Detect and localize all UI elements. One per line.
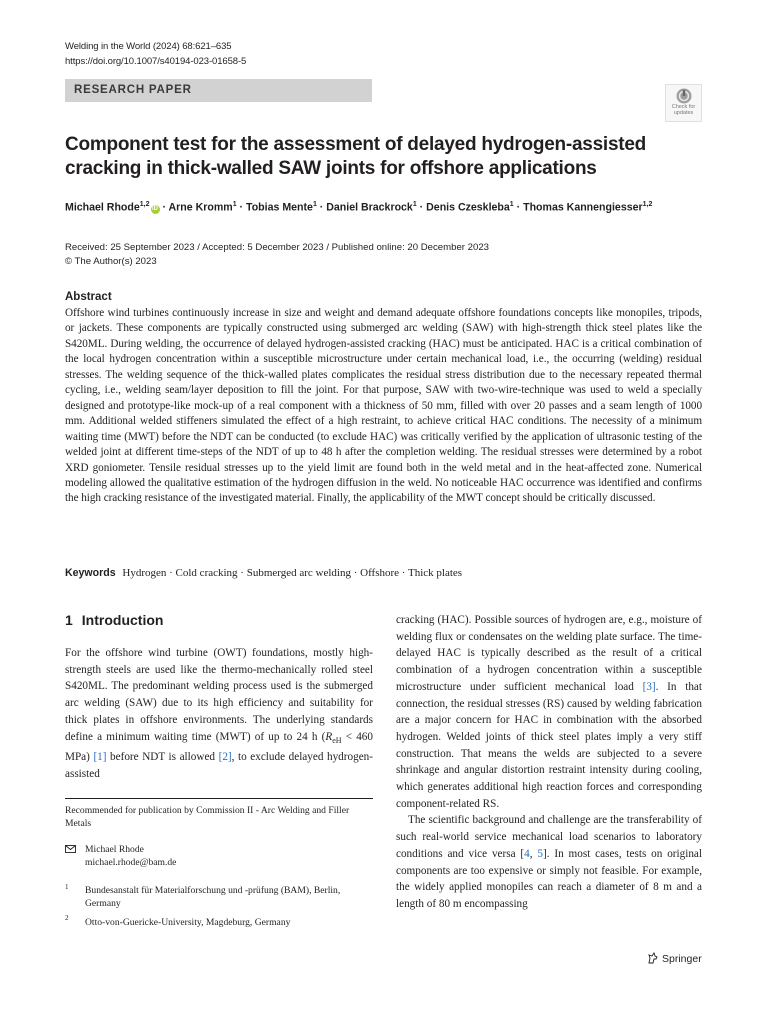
footnote-divider [65,798,373,799]
abstract-heading: Abstract [65,291,112,303]
citation-link[interactable]: [3] [642,680,656,693]
author-affiliation: 1 [312,201,317,208]
orcid-icon[interactable]: iD [152,205,158,212]
history-dates: Received: 25 September 2023 / Accepted: 5 December 2023 / Published online: 20 December 2023 [65,242,489,253]
envelope-icon [65,845,76,853]
affiliation-1: Bundesanstalt für Materialforschung und -prüfung (BAM), Berlin, Germany [85,885,341,909]
author-affiliation: 1 [232,201,237,208]
article-type-banner: RESEARCH PAPER [65,79,372,102]
author-name[interactable]: Michael Rhode [65,201,140,214]
author-affiliation: 1 [412,201,417,208]
author-affiliation: 1,2 [642,201,653,208]
keywords [65,567,462,579]
text-run: . In that connection, the residual stresses (RS) caused by welding fabrication are a major concern for HAC in combination with the absorbed hydrogen. Welded joints of thick steel plates imply a very stiff construction. That means the welds are subjected to a severe shrinkage and angular distortion restraint intensity during cooling, which generates additional high reaction forces and corresponding component-related RS. [396,680,702,810]
author-affiliation: 1 [509,201,514,208]
text-run: The scientific background and challenge are the transferability of such real-world service mechanical load scenarios to laboratory conditions and vice versa [ [396,814,702,860]
keywords-list: Hydrogen · Cold cracking · Submerged arc welding · Offshore · Thick plates [122,567,463,579]
check-updates-line2: updates [673,110,694,116]
text-run: before NDT is allowed [106,751,219,764]
affiliation-2: Otto-von-Guericke-University, Magdeburg, Germany [85,917,291,928]
author-list: Michael Rhode$^{1,2}$iD · Arne Kromm$^1$ · Tobias Mente$^1$ · Daniel Brackrock$^1$ · Denis Czeskleba$^1$ · Thomas Kannengiesser$^{1,2}$ [65,201,653,214]
keywords-label: Keywords [65,567,116,579]
corresponding-email[interactable]: michael.rhode@bam.de [85,857,177,868]
text-run: , to exclude delayed hydrogen-assisted [65,751,373,781]
doi-link[interactable]: https://doi.org/10.1007/s40194-023-01658-5 [65,56,247,67]
intro-paragraph [65,645,373,783]
check-for-updates-badge[interactable] [665,84,702,122]
publication-dates [65,241,489,269]
citation-link[interactable]: [2] [218,751,232,764]
citation-link[interactable]: 4 [524,847,530,860]
text-run: < 460 MPa) [65,730,373,764]
corresponding-name: Michael Rhode [85,844,144,855]
intro-paragraph [396,812,702,912]
affiliation-number: 2 [65,914,69,922]
intro-paragraph [396,612,702,812]
symbol: R [325,730,333,743]
section-heading [65,612,163,628]
author-name[interactable]: Tobias Mente [246,201,313,214]
section-title: Introduction [81,612,164,628]
text-run: cracking (HAC). Possible sources of hydrogen are, e.g., moisture of welding flux or condensates on the welding plate surface. The time-delayed HAC is typically described as the result of a critical combination of a hydrogen concentration within a susceptible microstructure under sufficient mechanical load [396,614,702,693]
symbol-subscript: eH [332,735,342,745]
citation-link[interactable]: 5 [537,847,543,860]
publisher-name: Springer [662,953,702,965]
intro-right-column [396,612,702,913]
copyright: © The Author(s) 2023 [65,256,157,267]
text-run: For the offshore wind turbine (OWT) foundations, mostly high-strength steels are used like the thermo-mechanically rolled steel S420ML. The predominant welding process used is the submerged arc welding (SAW) due to its high efficiency and suitability for thick plates in offshore environments. The underlying standards define a minimum waiting time (MWT) of up to 24 h ( [65,647,373,743]
check-updates-line1: Check for [671,104,696,110]
author-name[interactable]: Arne Kromm [168,201,233,214]
section-number: 1 [65,612,73,628]
text-run: , [529,847,538,860]
author-name[interactable]: Thomas Kannengiesser [523,201,643,214]
author-affiliation: 1,2 [139,201,150,208]
citation-link[interactable]: [1] [93,751,107,764]
check-updates-icon [676,88,692,104]
corresponding-author [85,843,365,869]
affiliation-number: 1 [65,883,69,891]
recommendation-note: Recommended for publication by Commission II - Arc Welding and Filler Metals [65,805,350,829]
publisher-logo [647,952,702,965]
abstract-text: Offshore wind turbines continuously increase in size and weight and demand adequate offshore foundations concepts like monopiles, tripods, or jackets. These components are typically constructed using submerged arc welding (SAW) with high-strength thick steel plates like the S420ML. During welding, the occurrence of delayed hydrogen-assisted cracking (HAC) must be anticipated. HAC is a critical combination of the local hydrogen concentration within a susceptible microstructure under certain mechanical load, i.e., the occurring (welding) residual stresses. The welding sequence of the thick-walled plates complicates the residual stress distribution due to the necessary repeated thermal cycling, i.e., welding seam/layer deposition to fill the joint. For that purpose, SAW with two-wire-technique was used to weld a specially designed and prototype-like mock-up of a real component with a thickness of 50 mm, filled with over 20 passes and a seam length of 1000 mm. Additional welded stiffeners simulated the effect of a high restraint, to achieve critical HAC conditions. The necessity of a minimum waiting time (MWT) before the NDT can be conducted (to exclude HAC) was critically verified by the application of ultrasonic testing of the welded joint at different time-steps of the NDT of up to 48 h after the completion welding. The residual stresses were determined by a robot XRD goniometer. Tensile residual stresses up to the yield limit are found both in the weld metal and in the heat-affected zone. Numerical modeling allowed the qualitative estimation of the hydrogen diffusion in the weld. No noticeable HAC occurrence was identified and confirms the high cracking resistance of the investigated material. Finally, the applicability of the MWT concept should be critically discussed. [65,307,702,505]
springer-horse-icon [647,952,659,964]
text-run: ]. In most cases, tests on original components are too expensive or simply not feasible. For example, the widely applied monopiles can reach a diameter of 8 m and a length of 80 m encompassing [396,847,703,910]
author-name[interactable]: Denis Czeskleba [426,201,510,214]
paper-title: Component test for the assessment of delayed hydrogen-assisted cracking in thick-walled SAW joints for offshore applications [65,134,647,179]
author-name[interactable]: Daniel Brackrock [326,201,413,214]
journal-reference: Welding in the World (2024) 68:621–635 [65,41,232,52]
